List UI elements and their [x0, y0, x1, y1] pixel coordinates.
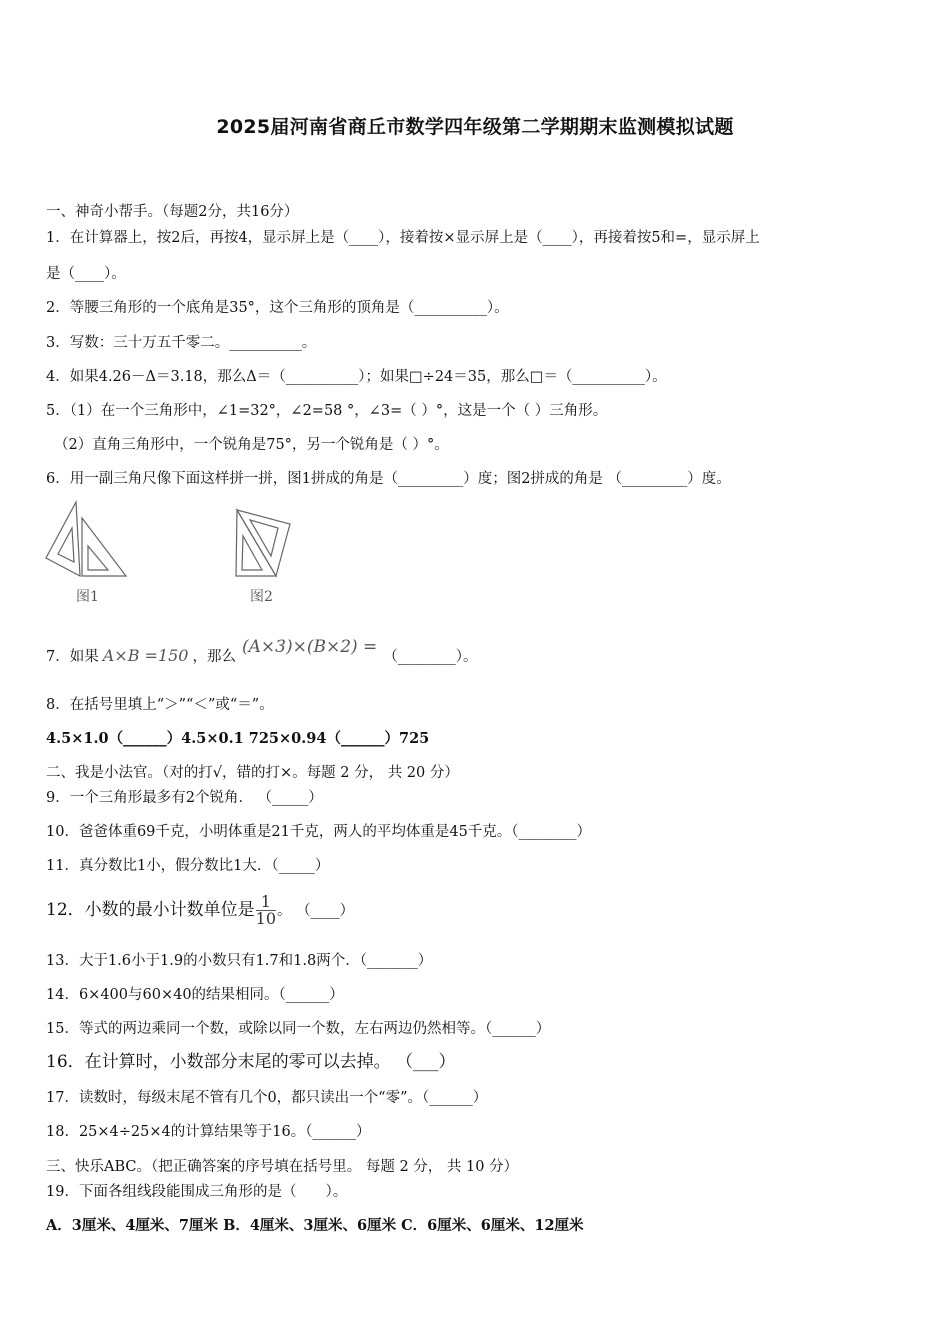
question-11: 11．真分数比1小，假分数比1大．（_____）: [46, 858, 330, 874]
question-19-options: A．3厘米、4厘米、7厘米 B．4厘米、3厘米、6厘米 C．6厘米、6厘米、12厘米: [46, 1217, 584, 1234]
question-8: 8．在括号里填上“＞”“＜”或“＝”。: [46, 697, 274, 713]
q12-numerator: 1: [256, 894, 276, 911]
fig1-tall-triangle-inner: [58, 528, 74, 562]
section-2-heading: 二、我是小法官。（对的打√，错的打×。每题 2 分， 共 20 分）: [46, 765, 459, 781]
q7-question-formula: (A×3)×(B×2) =: [241, 637, 378, 657]
q12-answer-blank: 。 （____）: [277, 903, 355, 919]
figure-2-caption: 图2: [250, 589, 273, 605]
question-18: 18．25×4÷25×4的计算结果等于16。（______）: [46, 1124, 371, 1140]
question-15: 15．等式的两边乘同一个数，或除以同一个数，左右两边仍然相等。（______）: [46, 1021, 551, 1037]
question-16: 16．在计算时，小数部分末尾的零可以去掉。 （___）: [46, 1052, 456, 1072]
figure-1-caption: 图1: [76, 589, 99, 605]
question-7: [46, 637, 478, 670]
section-3-heading: 三、快乐ABC。（把正确答案的序号填在括号里。 每题 2 分， 共 10 分）: [46, 1159, 519, 1175]
q7-prefix: 7．如果: [46, 649, 99, 665]
question-9: 9．一个三角形最多有2个锐角． （_____）: [46, 790, 323, 806]
question-5-part-1: 5．（1）在一个三角形中，∠1=32°，∠2=58 °，∠3=（ ）°，这是一个（ ）三角形。: [46, 403, 608, 419]
question-12: [46, 888, 354, 932]
q12-prefix: 12．小数的最小计数单位是: [46, 900, 255, 920]
fig2-triangle-b-inner: [242, 536, 262, 570]
question-8-comparisons: 4.5×1.0（______）4.5×0.1 725×0.94（______）725: [46, 730, 430, 747]
question-14: 14．6×400与60×40的结果相同。（______）: [46, 987, 344, 1003]
q7-condition-formula: A×B =150: [102, 646, 189, 665]
question-3: 3．写数：三十万五千零二。__________。: [46, 335, 317, 351]
question-17: 17．读数时，每级末尾不管有几个0，都只读出一个“零”。（______）: [46, 1090, 488, 1106]
q12-denominator: 10: [255, 909, 276, 928]
question-13: 13．大于1.6小于1.9的小数只有1.7和1.8两个．（_______）: [46, 953, 433, 969]
question-10: 10．爸爸体重69千克，小明体重是21千克，两人的平均体重是45千克。（________）: [46, 824, 592, 840]
question-2: 2．等腰三角形的一个底角是35°，这个三角形的顶角是（__________）。: [46, 300, 509, 316]
question-4: 4．如果4.26－Δ＝3.18，那么Δ＝（__________）；如果□÷24＝35，那么□＝（__________）。: [46, 369, 667, 385]
fig1-right-triangle-inner: [88, 546, 108, 570]
triangle-ruler-figures: [40, 496, 320, 616]
section-1-heading: 一、神奇小帮手。（每题2分，共16分）: [46, 204, 299, 220]
q7-middle: ，那么: [192, 649, 236, 665]
q12-fraction: [256, 894, 276, 927]
question-5-part-2: （2）直角三角形中，一个锐角是75°，另一个锐角是（ ）°。: [54, 437, 449, 453]
question-19: 19．下面各组线段能围成三角形的是（ ）。: [46, 1184, 348, 1200]
question-1-line-1: 1．在计算器上，按2后，再按4，显示屏上是（____），接着按×显示屏上是（____），再接着按5和=，显示屏上: [46, 230, 760, 246]
question-1-line-2: 是（____）。: [46, 266, 126, 282]
page-title: 2025届河南省商丘市数学四年级第二学期期末监测模拟试题: [216, 116, 734, 138]
q7-answer-blank: （________）。: [383, 649, 478, 665]
fig1-tall-triangle: [46, 502, 80, 576]
question-6: 6．用一副三角尺像下面这样拼一拼，图1拼成的角是（_________）度；图2拼成的角是 （_________）度。: [46, 471, 731, 487]
